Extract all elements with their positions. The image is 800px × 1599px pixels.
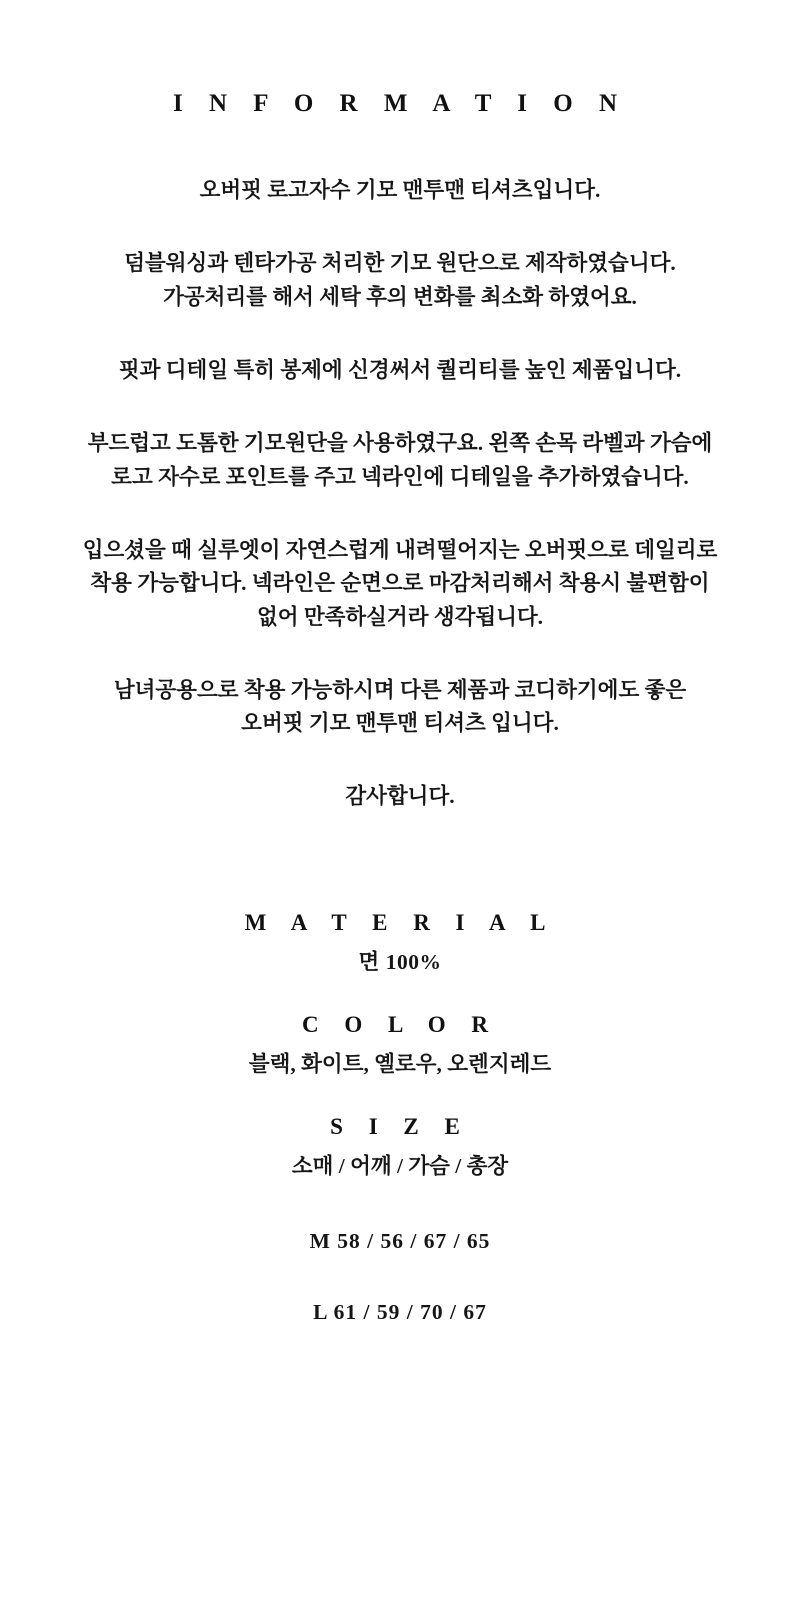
material-value: 면 100%	[358, 949, 442, 974]
paragraph-line: 남녀공용으로 착용 가능하시며 다른 제품과 코디하기에도 좋은	[113, 677, 687, 702]
paragraph-line: 로고 자수로 포인트를 주고 넥라인에 디테일을 추가하였습니다.	[111, 464, 689, 489]
paragraph-line: 입으셨을 때 실루엣이 자연스럽게 내려떨어지는 오버핏으로 데일리로	[82, 537, 718, 562]
color-section	[20, 1012, 780, 1080]
paragraph-unisex	[114, 674, 686, 741]
paragraph-line: 착용 가능합니다. 넥라인은 순면으로 마감처리해서 착용시 불편함이	[90, 571, 710, 596]
paragraph-detail	[88, 427, 713, 494]
size-row: M 58 / 56 / 67 / 65	[309, 1228, 491, 1253]
paragraph-intro	[200, 174, 601, 207]
paragraph-line: 핏과 디테일 특히 봉제에 신경써서 퀄리티를 높인 제품입니다.	[118, 357, 682, 382]
paragraph-line: 없어 만족하실거라 생각됩니다.	[256, 604, 544, 629]
color-value: 블랙, 화이트, 옐로우, 오렌지레드	[248, 1052, 552, 1076]
paragraph-silhouette	[83, 534, 718, 634]
paragraph-line: 가공처리를 해서 세탁 후의 변화를 최소화 하였어요.	[163, 284, 637, 309]
size-row: L 61 / 59 / 70 / 67	[313, 1299, 487, 1324]
paragraph-line: 덤블워싱과 텐타가공 처리한 기모 원단으로 제작하였습니다.	[124, 251, 676, 276]
paragraph-quality	[119, 354, 681, 387]
paragraph-line: 오버핏 기모 맨투맨 티셔츠 입니다.	[241, 711, 559, 736]
material-heading: M A T E R I A L	[244, 909, 556, 935]
color-heading: C O L O R	[301, 1012, 499, 1037]
paragraph-thanks	[345, 780, 454, 813]
paragraph-line: 감사합니다.	[345, 784, 455, 809]
paragraph-fabric	[124, 247, 675, 314]
information-heading: I N F O R M A T I O N	[172, 90, 628, 117]
paragraph-line: 부드럽고 도톰한 기모원단을 사용하였구요. 왼쪽 손목 라벨과 가슴에	[87, 431, 713, 456]
size-section	[20, 1114, 780, 1324]
size-columns: 소매 / 어깨 / 가슴 / 총장	[291, 1154, 509, 1179]
material-section	[20, 910, 780, 978]
paragraph-line: 오버핏 로고자수 기모 맨투맨 티셔츠입니다.	[199, 178, 601, 202]
size-heading: S I Z E	[330, 1114, 470, 1140]
